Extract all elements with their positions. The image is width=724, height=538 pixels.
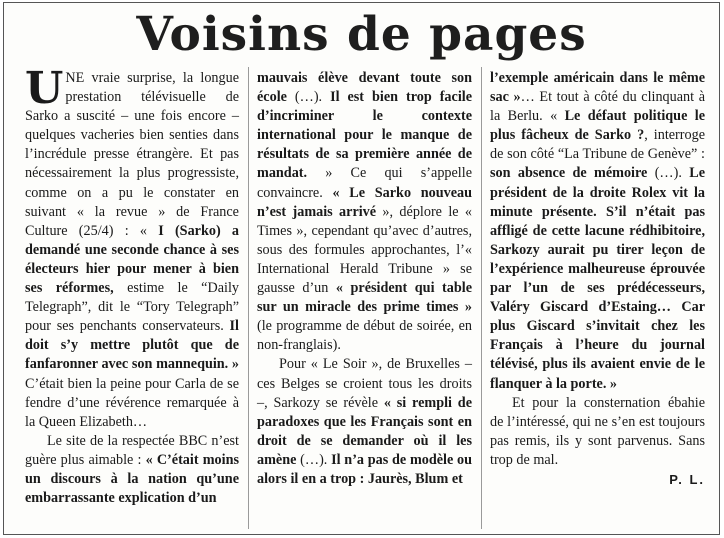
paragraph <box>490 69 705 394</box>
bold-quote: Il n’a pas de modèle ou alors il en a trop : Jaurès, Blum et <box>257 451 473 487</box>
column-3 <box>490 69 705 489</box>
bold-quote: « Le Sarko nouveau n’est jamais arrivé <box>257 184 473 220</box>
column-rule-1 <box>248 67 249 529</box>
bold-quote: son absence de mémoire <box>490 165 648 182</box>
text-run: Le site de la respectée BBC n’est guère plus aimable : <box>25 432 239 468</box>
paragraph <box>25 63 240 432</box>
bold-quote: « C’était moins un discours à la nation qu’une embarrassante explication d’un <box>25 451 239 507</box>
column-rule-2 <box>481 67 482 529</box>
text-run: (…). <box>296 451 332 468</box>
bold-quote: I (Sarko) a demandé une seconde chance à ses électeurs hier pour mener à bien ses réformes, <box>25 222 239 297</box>
author-signature: P. L. <box>669 471 705 487</box>
article-frame <box>3 2 720 535</box>
text-run: … Et tout à côté du clinquant à la Berlu. « <box>490 89 705 125</box>
bold-quote: « si rempli de paradoxes que les Français sont en droit de se demander où il les amène <box>257 394 472 468</box>
bold-quote: « président qui table sur un miracle des prime times » <box>257 280 472 316</box>
bold-quote: l’exemple américain dans le même sac » <box>490 70 705 106</box>
bold-quote: Il doit s’y mettre plutôt que de fanfaronner avec son mannequin. » <box>25 318 239 373</box>
bold-quote: mauvais élève devant toute son école <box>257 70 472 106</box>
text-run: » Ce qui s’appelle convaincre. <box>257 165 472 201</box>
column-1 <box>25 63 240 508</box>
text-run: (…). <box>647 165 690 182</box>
text-run: Pour « Le Soir », de Bruxelles – ces Belges se croient tous les droits –, Sarkozy se révèle <box>257 356 472 411</box>
paragraph <box>257 69 472 355</box>
paragraph <box>257 355 472 489</box>
text-run: (le programme de début de soirée, en non-franglais). <box>257 318 472 354</box>
bold-quote: Le président de la droite Rolex vit la minute présente. S’il n’était pas affligé de cette lacune rédhibitoire, Sarkozy aurait pu tirer leçon de l’expérience malheureuse éprouvée par l’un de ses prédécesseurs, Valéry Giscard d’Estaing… Car plus Giscard s’invitait chez les Français à l’heure du journal télévisé, plus ils avaient envie de le flanquer à la porte. » <box>490 165 705 392</box>
paragraph <box>490 394 705 470</box>
text-run: NE vraie surprise, la longue prestation télévisuelle de Sarko a suscité – une fois encore – quelques vacheries bien senties dans l’incrédule presse étrangère. Et pas nécessairement la plus progressiste, comme on a pu le constater en suivant « la revue » de France Culture (25/4) : « <box>25 70 239 239</box>
drop-cap: U <box>25 63 64 114</box>
text-run: (…). <box>286 89 331 106</box>
text-run: estime le “Daily Telegraph”, dit le “Tory Telegraph” pour ses penchants conservateurs. <box>25 280 240 335</box>
text-run: Et pour la consternation ébahie de l’intéressé, qui ne s’en est toujours pas remis, ils y sont parvenus. Sans trop de mal. <box>490 394 705 468</box>
paragraph <box>25 432 239 508</box>
text-run: , interroge de son côté “La Tribune de Genève” : <box>490 127 705 163</box>
text-run: », déplore le « Times », cependant qu’avec d’autres, sous des formules approchantes, l’« International Herald Tribune » se gausse d’un <box>257 203 472 297</box>
column-2 <box>257 69 472 489</box>
bold-quote: Il est bien trop facile d’incriminer le contexte international pour le manque de résultats de sa première année de mandat. <box>257 89 472 182</box>
bold-quote: Le défaut politique le plus fâcheux de Sarko ? <box>490 108 706 144</box>
text-run: C’était bien la peine pour Carla de se fendre d’une révérence remarquée à la Queen Elizabeth… <box>25 375 239 430</box>
headline: Voisins de pages <box>136 7 587 62</box>
